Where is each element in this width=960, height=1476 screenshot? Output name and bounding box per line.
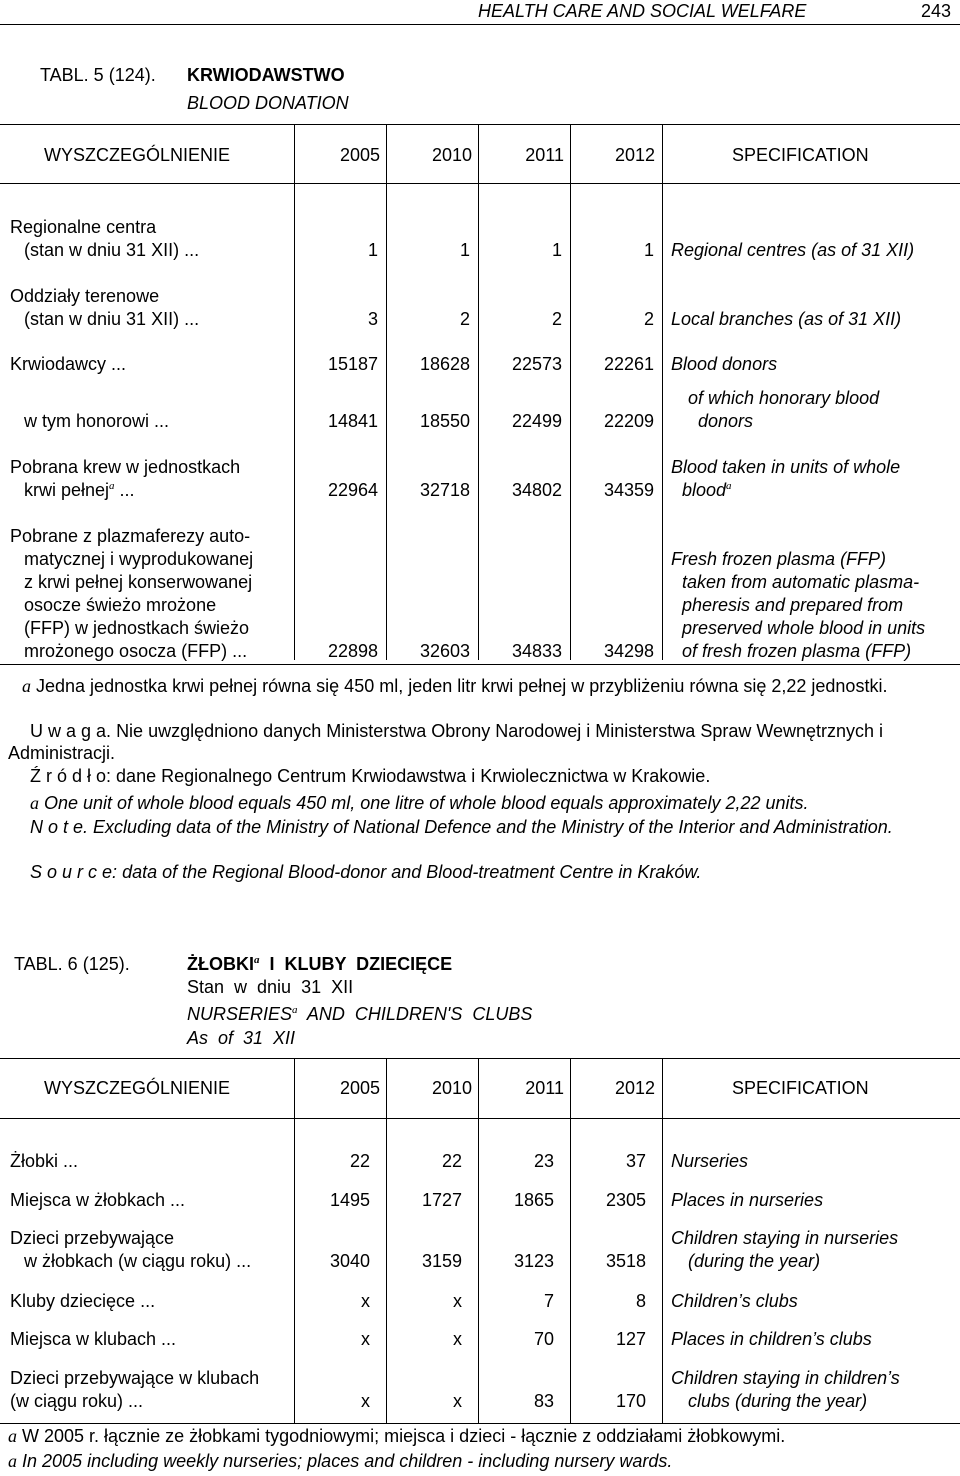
table6-col-year: 2010 bbox=[431, 1078, 472, 1098]
table6-col-year: 2005 bbox=[339, 1078, 380, 1098]
source-en bbox=[8, 861, 953, 883]
table6-cell: x bbox=[361, 1329, 370, 1349]
table5-cell: 22964 bbox=[327, 480, 378, 500]
table6-subtitle-en: As of 31 XII bbox=[187, 1028, 296, 1048]
table6-row-label: Dzieci przebywające w klubach bbox=[10, 1368, 260, 1388]
table6-row-label-en: Children staying in nurseries bbox=[671, 1228, 899, 1248]
table5-col-year: 2010 bbox=[431, 145, 472, 165]
table5-row-label: (FFP) w jednostkach świeżo bbox=[24, 618, 250, 638]
footnote-a-pl-text: W 2005 r. łącznie ze żłobkami tygodniowymi; miejsca i dzieci - łącznie z oddziałami żłobkowymi. bbox=[22, 1426, 786, 1446]
table5-row-label: (stan w dniu 31 XII) ... bbox=[24, 309, 200, 329]
table6-row-label: Kluby dziecięce ... bbox=[10, 1291, 156, 1311]
table5-row-label: osocze świeżo mrożone bbox=[24, 595, 217, 615]
table6-cell: 1727 bbox=[421, 1190, 462, 1210]
table5-row-label-en: taken from automatic plasma- bbox=[682, 572, 920, 592]
table5-cell: 2 bbox=[643, 309, 654, 329]
table5-col-divider bbox=[570, 124, 571, 660]
table6-cell: 23 bbox=[533, 1151, 554, 1171]
table5-cell: 1 bbox=[367, 240, 378, 260]
table5-row-label: Regionalne centra bbox=[10, 217, 157, 237]
table5-cell: 1 bbox=[643, 240, 654, 260]
table6-cell: x bbox=[361, 1291, 370, 1311]
table6-row-label-en: Children staying in children’s bbox=[671, 1368, 900, 1388]
table6-cell: 37 bbox=[625, 1151, 646, 1171]
table5-cell: 14841 bbox=[327, 411, 378, 431]
table6-row-label-en: (during the year) bbox=[688, 1251, 821, 1271]
table5-row-label-en: of fresh frozen plasma (FFP) bbox=[682, 641, 912, 661]
table5-row-label: mrożonego osocza (FFP) ... bbox=[24, 641, 248, 661]
table6-col-divider bbox=[386, 1058, 387, 1423]
table5-row-label-en: donors bbox=[698, 411, 754, 431]
table5-header-bottom-rule bbox=[0, 183, 960, 184]
table5-row-label: matycznej i wyprodukowanej bbox=[24, 549, 254, 569]
table5-row-label-en: Regional centres (as of 31 XII) bbox=[671, 240, 915, 260]
table5-bottom-rule bbox=[0, 664, 960, 665]
table6-cell: x bbox=[453, 1391, 462, 1411]
table5-row-label-en-text: blood bbox=[682, 480, 727, 500]
table5-col-divider bbox=[294, 124, 295, 660]
footnote-a-en-text: One unit of whole blood equals 450 ml, one litre of whole blood equals approximately 2,22 units. bbox=[44, 793, 809, 813]
table5-cell: 22261 bbox=[603, 354, 654, 374]
table5-cell: 2 bbox=[459, 309, 470, 329]
table5-cell: 3 bbox=[367, 309, 378, 329]
leader-dots: ... bbox=[114, 480, 135, 500]
note-en bbox=[8, 816, 953, 838]
table5-row-label: (stan w dniu 31 XII) ... bbox=[24, 240, 200, 260]
running-title: HEALTH CARE AND SOCIAL WELFARE bbox=[478, 1, 807, 21]
table6-title-en-rest: AND CHILDREN'S CLUBS bbox=[297, 1004, 533, 1024]
table5-cell: 22209 bbox=[603, 411, 654, 431]
footnote-a-marker: a bbox=[22, 676, 31, 696]
table5-cell: 15187 bbox=[327, 354, 378, 374]
source-pl-text: dane Regionalnego Centrum Krwiodawstwa i Krwiolecznictwa w Krakowie. bbox=[116, 766, 711, 786]
table5-cell: 1 bbox=[459, 240, 470, 260]
footnote-a-en-text: In 2005 including weekly nurseries; places and children - including nursery wards. bbox=[22, 1451, 673, 1471]
footnote-a-pl-text: Jedna jednostka krwi pełnej równa się 450 ml, jeden litr krwi pełnej w przybliżeniu równa się 2,22 jednostki. bbox=[36, 676, 888, 696]
table6-cell: 3123 bbox=[513, 1251, 554, 1271]
table5-col-year: 2011 bbox=[525, 145, 564, 165]
table6-number: TABL. 6 (125). bbox=[14, 954, 130, 974]
table6-col-spec-pl: WYSZCZEGÓLNIENIE bbox=[44, 1078, 231, 1098]
footnote-a-marker: a bbox=[254, 954, 260, 966]
table5-cell: 2 bbox=[551, 309, 562, 329]
table6-row-label: Miejsca w żłobkach ... bbox=[10, 1190, 186, 1210]
table6-cell: x bbox=[453, 1329, 462, 1349]
table6-cell: 22 bbox=[441, 1151, 462, 1171]
table5-cell: 32718 bbox=[419, 480, 470, 500]
table6-bottom-rule bbox=[0, 1423, 960, 1424]
table6-cell: 1495 bbox=[329, 1190, 370, 1210]
table6-cell: 83 bbox=[533, 1391, 554, 1411]
table6-cell: 3040 bbox=[329, 1251, 370, 1271]
table5-col-year: 2005 bbox=[339, 145, 380, 165]
table6-col-divider bbox=[570, 1058, 571, 1423]
table5-cell: 34802 bbox=[511, 480, 562, 500]
table5-row-label: w tym honorowi ... bbox=[24, 411, 170, 431]
note-pl-text: Nie uwzględniono danych Ministerstwa Obrony Narodowej i Ministerstwa Spraw Wewnętrznych i Administracji. bbox=[8, 721, 884, 763]
table6-row-label: (w ciągu roku) ... bbox=[10, 1391, 144, 1411]
table6-row-label-en: clubs (during the year) bbox=[688, 1391, 868, 1411]
footnote-a-pl bbox=[8, 1425, 953, 1447]
table5-cell: 1 bbox=[551, 240, 562, 260]
table6-row-label-en: Places in nurseries bbox=[671, 1190, 824, 1210]
table6-cell: x bbox=[453, 1291, 462, 1311]
footnote-a-marker: a bbox=[726, 480, 732, 492]
table6-cell: 170 bbox=[615, 1391, 646, 1411]
table6-cell: 3518 bbox=[605, 1251, 646, 1271]
footnote-a-marker: a bbox=[109, 480, 115, 492]
table5-col-spec-en: SPECIFICATION bbox=[732, 145, 869, 165]
table6-col-spec-en: SPECIFICATION bbox=[732, 1078, 869, 1098]
table5-row-label-en: Local branches (as of 31 XII) bbox=[671, 309, 902, 329]
table5-row-label: Krwiodawcy ... bbox=[10, 354, 127, 374]
table5-row-label-en: pheresis and prepared from bbox=[682, 595, 904, 615]
table6-cell: 3159 bbox=[421, 1251, 462, 1271]
table6-col-divider bbox=[662, 1058, 663, 1423]
table6-col-divider bbox=[294, 1058, 295, 1423]
table5-title-pl: KRWIODAWSTWO bbox=[187, 65, 345, 85]
table6-row-label: Żłobki ... bbox=[10, 1151, 79, 1171]
table6-header-bottom-rule bbox=[0, 1118, 960, 1119]
table5-cell: 18628 bbox=[419, 354, 470, 374]
table6-subtitle-pl: Stan w dniu 31 XII bbox=[187, 977, 354, 997]
table6-title-en-text: NURSERIES bbox=[187, 1004, 293, 1024]
table5-cell: 22573 bbox=[511, 354, 562, 374]
footnote-a-pl bbox=[8, 675, 953, 697]
table6-header-top-rule bbox=[0, 1058, 960, 1059]
source-en-text: data of the Regional Blood-donor and Blood-treatment Centre in Kraków. bbox=[122, 862, 702, 882]
table6-row-label: Miejsca w klubach ... bbox=[10, 1329, 177, 1349]
table5-number: TABL. 5 (124). bbox=[40, 65, 156, 85]
table6-cell: 8 bbox=[635, 1291, 646, 1311]
note-en-label: N o t e. bbox=[30, 817, 89, 837]
source-en-label: S o u r c e: bbox=[30, 862, 118, 882]
note-pl bbox=[8, 720, 953, 764]
table5-row-label: Pobrane z plazmaferezy auto- bbox=[10, 526, 251, 546]
table6-row-label-en: Places in children’s clubs bbox=[671, 1329, 872, 1349]
note-pl-label: U w a g a. bbox=[30, 721, 112, 741]
note-en-text: Excluding data of the Ministry of National Defence and the Ministry of the Interior and Administration. bbox=[93, 817, 893, 837]
footnote-a-marker: a bbox=[30, 793, 39, 813]
table5-row-label-text: krwi pełnej bbox=[24, 480, 110, 500]
footnote-a-en bbox=[8, 792, 953, 814]
footnote-a-en bbox=[8, 1450, 953, 1472]
table5-row-label bbox=[24, 479, 135, 501]
table5-cell: 18550 bbox=[419, 411, 470, 431]
table5-cell: 22898 bbox=[327, 641, 378, 661]
table5-col-divider bbox=[662, 124, 663, 660]
table6-cell: 1865 bbox=[513, 1190, 554, 1210]
table5-row-label-en: of which honorary blood bbox=[688, 388, 880, 408]
table5-row-label-en: preserved whole blood in units bbox=[682, 618, 926, 638]
table5-col-divider bbox=[478, 124, 479, 660]
table5-col-divider bbox=[386, 124, 387, 660]
table5-cell: 34359 bbox=[603, 480, 654, 500]
table6-row-label: Dzieci przebywające bbox=[10, 1228, 175, 1248]
table6-cell: 22 bbox=[349, 1151, 370, 1171]
table6-col-year: 2011 bbox=[525, 1078, 564, 1098]
table6-col-year: 2012 bbox=[614, 1078, 655, 1098]
footnote-a-marker: a bbox=[8, 1451, 17, 1471]
table6-col-divider bbox=[478, 1058, 479, 1423]
header-rule bbox=[0, 24, 960, 25]
table5-cell: 22499 bbox=[511, 411, 562, 431]
table6-title-pl-rest: I KLUBY DZIECIĘCE bbox=[259, 954, 453, 974]
table5-row-label: Oddziały terenowe bbox=[10, 286, 160, 306]
footnote-a-marker: a bbox=[292, 1004, 298, 1016]
table5-title-en: BLOOD DONATION bbox=[187, 93, 349, 113]
source-pl bbox=[8, 765, 953, 787]
table5-col-spec-pl: WYSZCZEGÓLNIENIE bbox=[44, 145, 231, 165]
page-number: 243 bbox=[921, 1, 952, 21]
table5-row-label: z krwi pełnej konserwowanej bbox=[24, 572, 253, 592]
table5-header-top-rule bbox=[0, 124, 960, 125]
table6-cell: x bbox=[361, 1391, 370, 1411]
table6-row-label-en: Children’s clubs bbox=[671, 1291, 798, 1311]
table5-row-label-en: Fresh frozen plasma (FFP) bbox=[671, 549, 887, 569]
table6-row-label: w żłobkach (w ciągu roku) ... bbox=[24, 1251, 252, 1271]
table5-cell: 32603 bbox=[419, 641, 470, 661]
table5-cell: 34298 bbox=[603, 641, 654, 661]
table6-cell: 2305 bbox=[605, 1190, 646, 1210]
table6-cell: 70 bbox=[533, 1329, 554, 1349]
table5-row-label-en bbox=[682, 479, 732, 501]
table5-row-label-en: Blood taken in units of whole bbox=[671, 457, 901, 477]
table6-title-pl-text: ŻŁOBKI bbox=[187, 954, 254, 974]
table5-row-label: Pobrana krew w jednostkach bbox=[10, 457, 241, 477]
table6-title-en bbox=[187, 1003, 532, 1025]
table6-cell: 7 bbox=[543, 1291, 554, 1311]
source-pl-label: Ź r ó d ł o: bbox=[30, 766, 112, 786]
table5-col-year: 2012 bbox=[614, 145, 655, 165]
table5-row-label-en: Blood donors bbox=[671, 354, 778, 374]
table6-title-pl bbox=[187, 953, 452, 975]
table5-cell: 34833 bbox=[511, 641, 562, 661]
table6-row-label-en: Nurseries bbox=[671, 1151, 749, 1171]
footnote-a-marker: a bbox=[8, 1426, 17, 1446]
table6-cell: 127 bbox=[615, 1329, 646, 1349]
